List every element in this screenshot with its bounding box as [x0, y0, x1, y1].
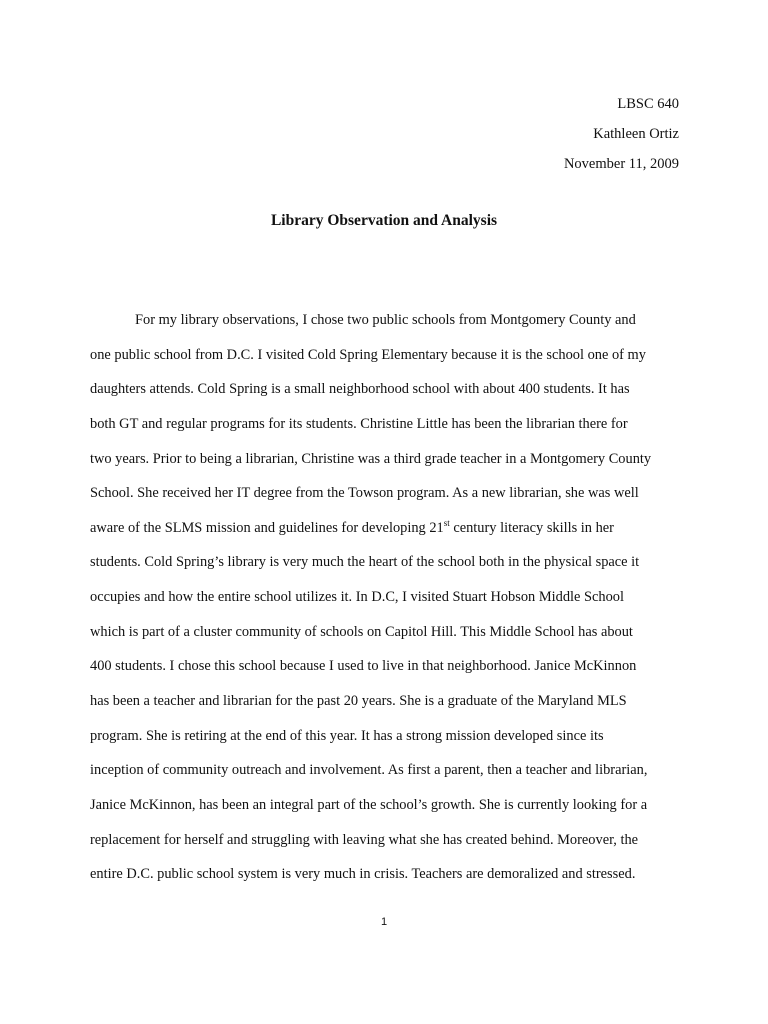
body-line: occupies and how the entire school utilizes it. In D.C, I visited Stuart Hobson Middle School — [90, 589, 624, 606]
document-title: Library Observation and Analysis — [270, 212, 498, 229]
body-line: students. Cold Spring’s library is very much the heart of the school both in the physical space it — [90, 554, 640, 571]
document-header — [564, 89, 679, 179]
body-line: replacement for herself and struggling with leaving what she has created behind. Moreover, the — [90, 831, 639, 848]
body-line: 400 students. I chose this school because I used to live in that neighborhood. Janice McKinnon — [90, 658, 637, 675]
body-line: inception of community outreach and involvement. As first a parent, then a teacher and librarian, — [90, 762, 648, 779]
body-line-part: aware of the SLMS mission and guidelines for developing 21 — [90, 519, 444, 536]
body-line: For my library observations, I chose two public schools from Montgomery County and — [135, 312, 636, 328]
body-line-part: century literacy skills in her — [449, 519, 614, 536]
body-line: daughters attends. Cold Spring is a small neighborhood school with about 400 students. It has — [90, 381, 630, 398]
ordinal-superscript: st — [443, 517, 450, 528]
body-line: both GT and regular programs for its students. Christine Little has been the librarian there for — [90, 415, 628, 432]
course-code: LBSC 640 — [617, 96, 679, 112]
body-line: has been a teacher and librarian for the past 20 years. She is a graduate of the Maryland MLS — [90, 693, 627, 710]
author-name: Kathleen Ortiz — [593, 126, 679, 142]
body-line: which is part of a cluster community of schools on Capitol Hill. This Middle School has about — [90, 623, 633, 640]
body-paragraph — [90, 307, 690, 896]
body-line: entire D.C. public school system is very much in crisis. Teachers are demoralized and stressed. — [90, 866, 636, 883]
document-date: November 11, 2009 — [563, 156, 679, 172]
body-line: program. She is retiring at the end of this year. It has a strong mission developed since its — [90, 727, 604, 744]
body-line: two years. Prior to being a librarian, Christine was a third grade teacher in a Montgomery County — [90, 450, 652, 467]
body-line: one public school from D.C. I visited Cold Spring Elementary because it is the school one of my — [90, 346, 646, 363]
body-line: Janice McKinnon, has been an integral part of the school’s growth. She is currently looking for a — [90, 796, 648, 813]
body-line: School. She received her IT degree from the Towson program. As a new librarian, she was well — [90, 485, 639, 502]
page-number: 1 — [380, 916, 388, 928]
body-line-with-superscript — [90, 515, 690, 550]
